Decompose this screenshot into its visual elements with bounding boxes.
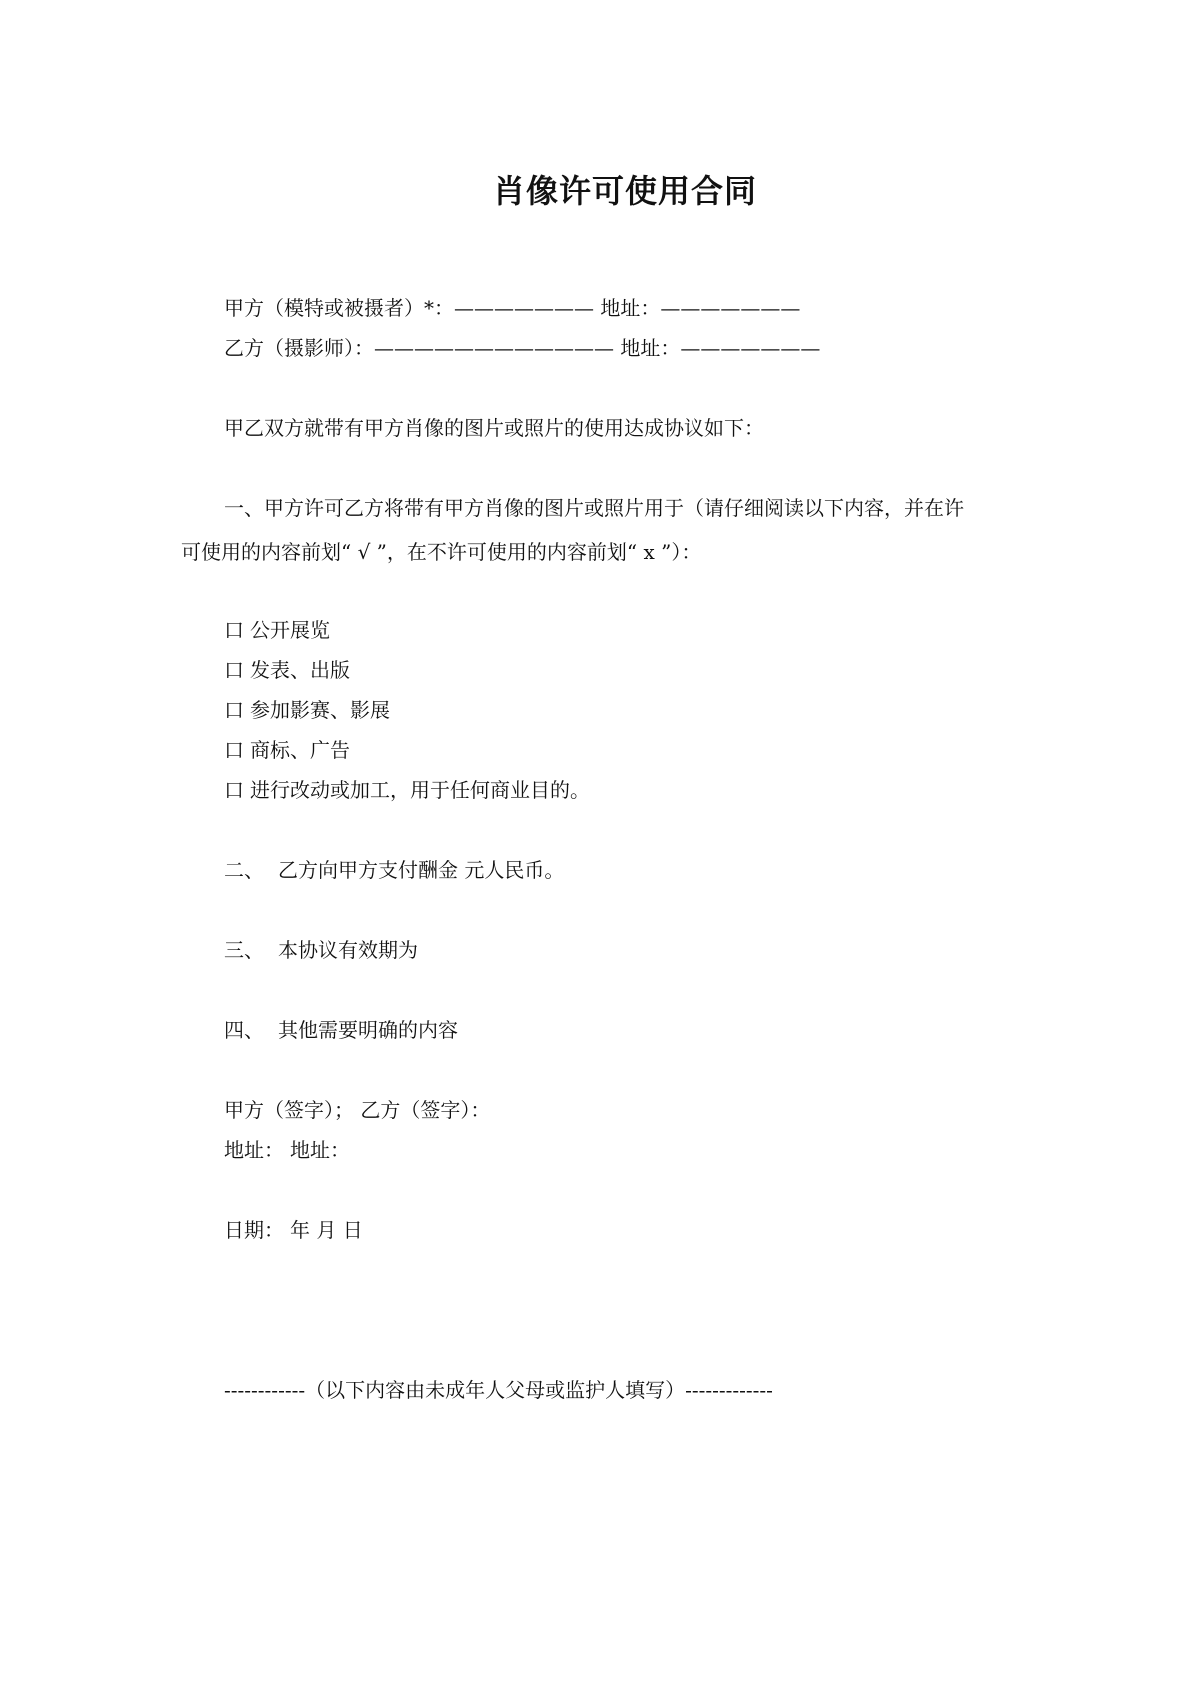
checkbox-icon: 口 [224, 658, 244, 682]
agreement-intro: 甲乙双方就带有甲方肖像的图片或照片的使用达成协议如下： [224, 416, 764, 440]
address-label-a: 地址： [224, 1138, 284, 1162]
option-label: 参加影赛、影展 [250, 698, 390, 722]
option-label: 发表、出版 [250, 658, 350, 682]
clause-1-line-1: 一、甲方许可乙方将带有甲方肖像的图片或照片用于（请仔细阅读以下内容，并在许 [224, 496, 964, 520]
option-competition [224, 696, 390, 724]
option-label: 商标、广告 [250, 738, 350, 762]
checkbox-icon: 口 [224, 738, 244, 762]
guardian-section-divider: ------------（以下内容由未成年人父母或监护人填写）------------- [224, 1378, 773, 1402]
clause-4 [224, 1016, 458, 1044]
option-label: 公开展览 [250, 618, 330, 642]
option-label: 进行改动或加工，用于任何商业目的。 [250, 778, 590, 802]
signature-line: 甲方（签字）； 乙方（签字）： [224, 1098, 491, 1122]
party-b-line: 乙方（摄影师）：———————————— 地址：——————— [224, 336, 821, 360]
party-a-line: 甲方（模特或被摄者）*：——————— 地址：——————— [224, 296, 801, 320]
checkbox-icon: 口 [224, 778, 244, 802]
clause-text: 其他需要明确的内容 [278, 1018, 458, 1042]
address-line [224, 1136, 350, 1164]
clause-text: 本协议有效期为 [278, 938, 418, 962]
checkbox-icon: 口 [224, 698, 244, 722]
option-trademark-advertising [224, 736, 350, 764]
option-public-exhibition [224, 616, 330, 644]
address-label-b: 地址： [290, 1138, 350, 1162]
option-modification [224, 776, 590, 804]
page-title: 肖像许可使用合同 [492, 172, 757, 210]
clause-number: 四、 [224, 1018, 264, 1042]
clause-text: 乙方向甲方支付酬金 元人民币。 [278, 858, 565, 882]
option-publication [224, 656, 350, 684]
clause-2 [224, 856, 564, 884]
clause-1-line-2: 可使用的内容前划“ √ ”，在不许可使用的内容前划“ x ”）： [181, 540, 702, 564]
clause-3 [224, 936, 418, 964]
clause-number: 三、 [224, 938, 264, 962]
date-line [224, 1216, 363, 1244]
date-label: 日期： [224, 1218, 284, 1242]
clause-number: 二、 [224, 858, 264, 882]
checkbox-icon: 口 [224, 618, 244, 642]
date-parts: 年 月 日 [290, 1218, 363, 1242]
